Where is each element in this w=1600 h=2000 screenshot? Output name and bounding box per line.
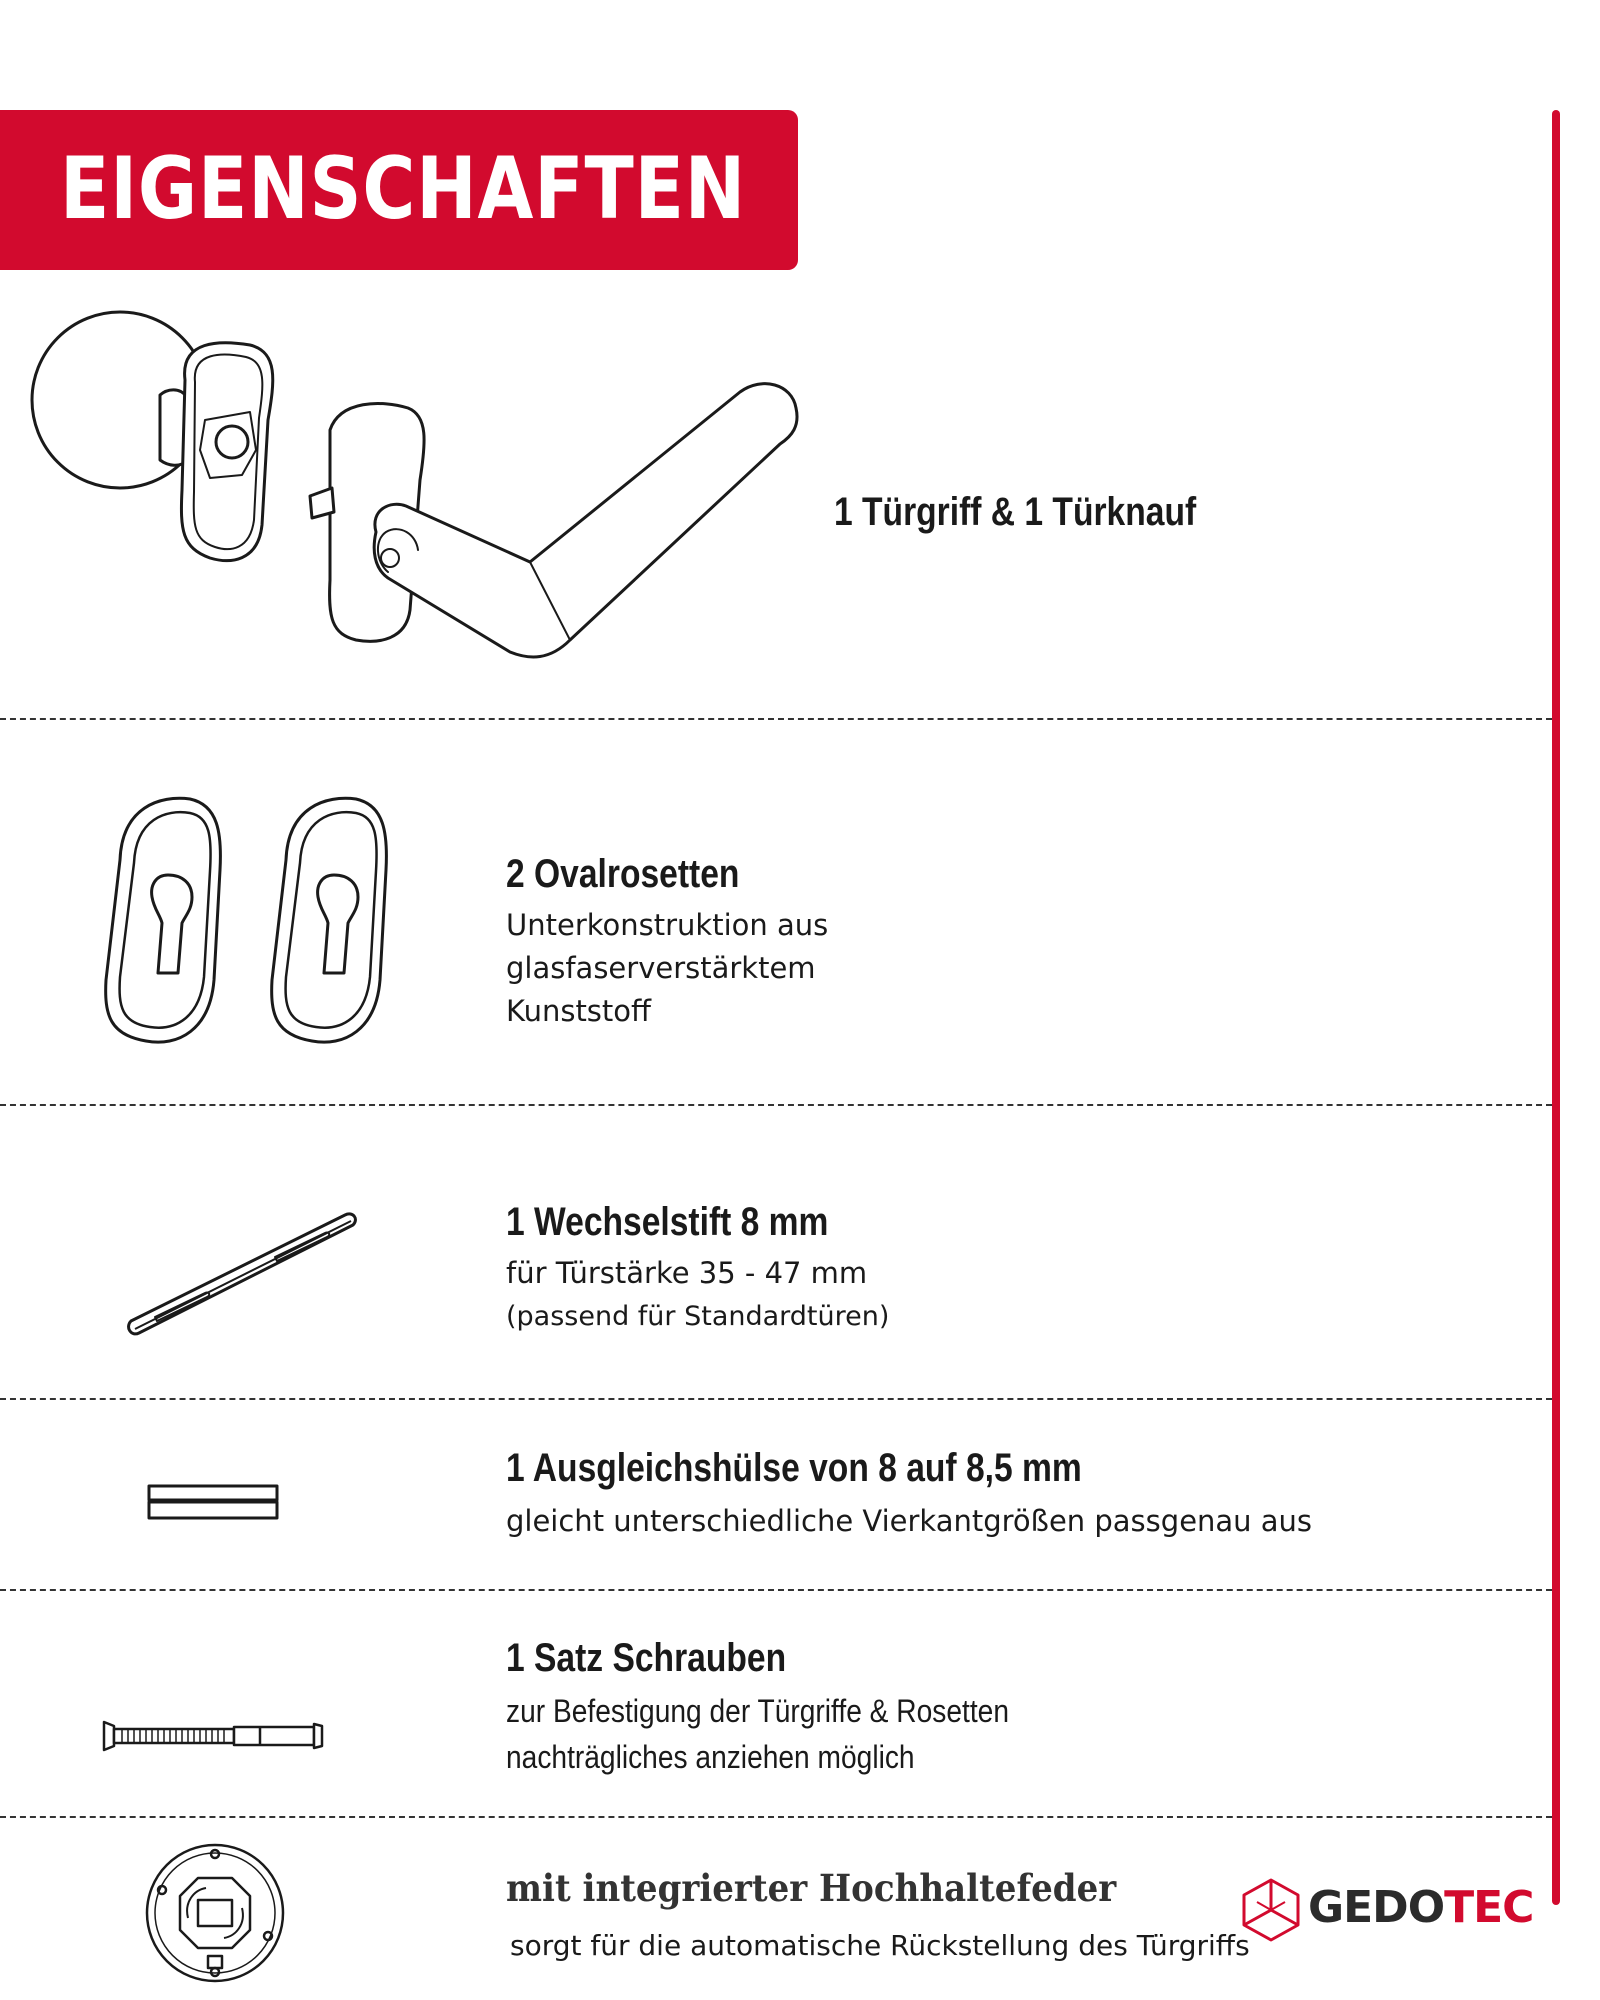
brand-logo [1240,1872,1534,1948]
item-desc-line: sorgt für die automatische Rückstellung des Türgriffs [510,1929,1250,1962]
item-desc-line: glasfaserverstärktem [506,951,816,985]
section-divider [0,718,1552,720]
spindle-pin-icon [125,1205,365,1345]
accent-vertical-line [1552,110,1560,1905]
item-desc-line: Kunststoff [506,994,652,1028]
gedotec-logo-icon [1240,1876,1302,1944]
section-divider [0,1816,1552,1818]
page-title: EIGENSCHAFTEN [60,139,747,239]
item-title: mit integrierter Hochhaltefeder [506,1866,1117,1910]
item-desc-line: (passend für Standardtüren) [506,1301,890,1332]
item-desc-line: für Türstärke 35 - 47 mm [506,1256,868,1290]
item-title: 1 Türgriff & 1 Türknauf [834,490,1197,534]
section-divider [0,1589,1552,1591]
item-title: 1 Wechselstift 8 mm [506,1200,829,1244]
item-desc-line: zur Befestigung der Türgriffe & Rosetten [506,1693,1009,1729]
item-title: 1 Satz Schrauben [506,1636,787,1680]
item-desc-line: Unterkonstruktion aus [506,908,829,942]
brand-name: GEDOTEC [1308,1882,1534,1933]
header-banner [0,110,798,270]
section-divider [0,1398,1552,1400]
adapter-sleeve-icon [145,1480,285,1530]
item-desc-line: gleicht unterschiedliche Vierkantgrößen passgenau aus [506,1504,1313,1538]
screw-icon [100,1716,330,1756]
item-title: 2 Ovalrosetten [506,852,740,896]
section-divider [0,1104,1552,1106]
item-title: 1 Ausgleichshülse von 8 auf 8,5 mm [506,1446,1082,1490]
return-spring-icon [140,1838,290,1988]
item-desc-line: nachträgliches anziehen möglich [506,1739,915,1775]
door-handle-knob-icon [10,300,810,670]
oval-rosette-icon [100,785,400,1055]
